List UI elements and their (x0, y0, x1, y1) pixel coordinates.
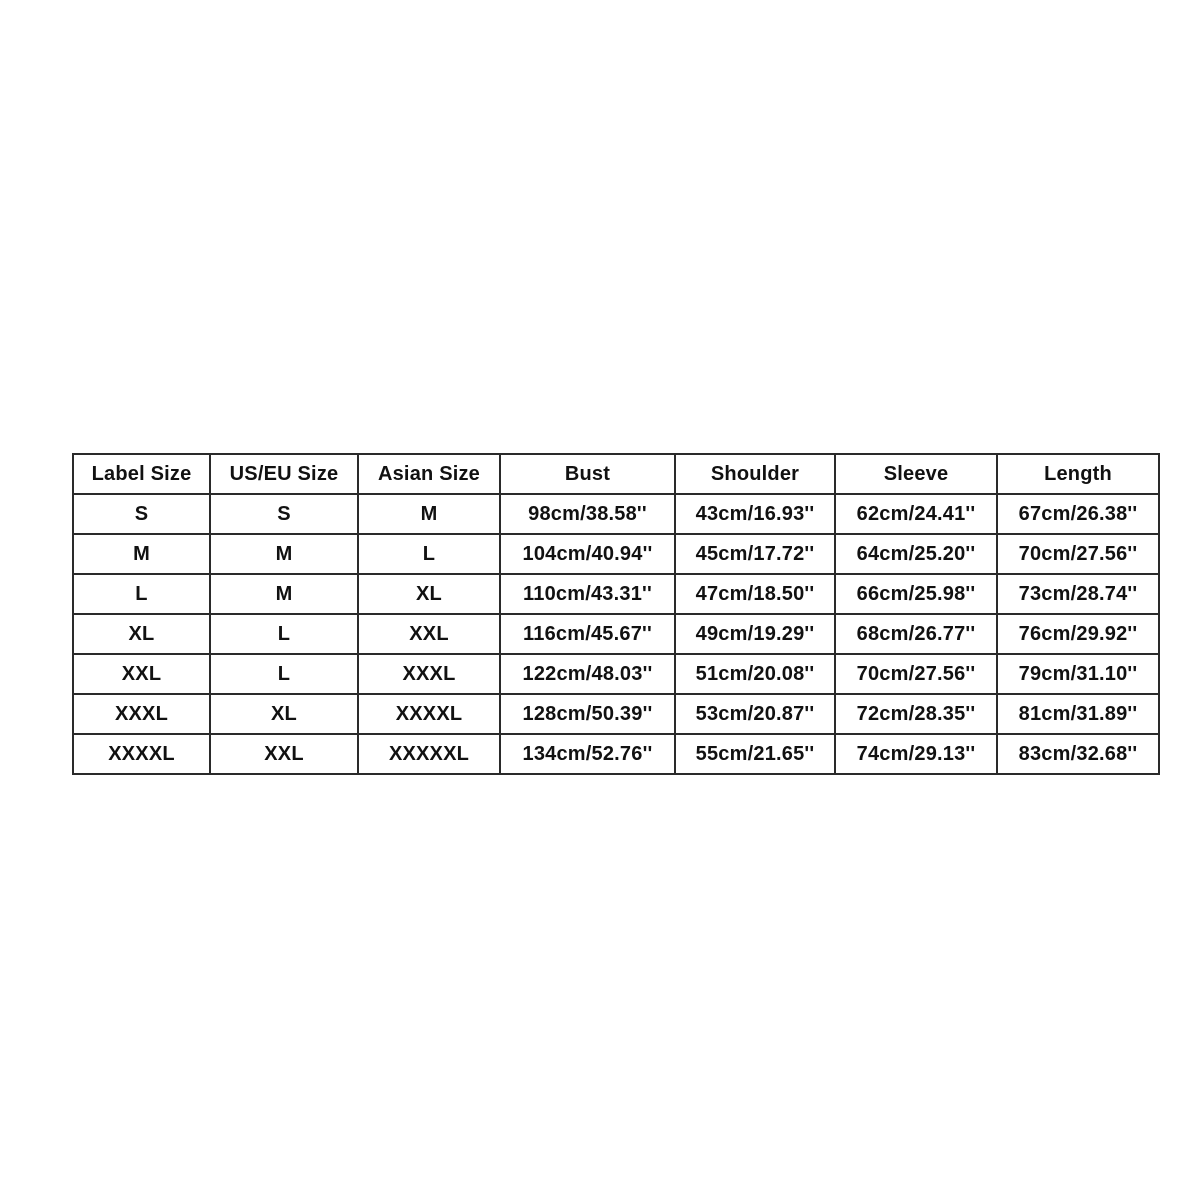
cell-length: 81cm/31.89'' (997, 694, 1159, 734)
cell-length: 76cm/29.92'' (997, 614, 1159, 654)
cell-sleeve: 72cm/28.35'' (835, 694, 997, 734)
cell-bust: 104cm/40.94'' (500, 534, 675, 574)
table-row (73, 734, 1159, 774)
table-row (73, 614, 1159, 654)
cell-label-size: XXXL (73, 694, 210, 734)
cell-sleeve: 66cm/25.98'' (835, 574, 997, 614)
cell-bust: 116cm/45.67'' (500, 614, 675, 654)
header-length: Length (997, 454, 1159, 494)
cell-label-size: S (73, 494, 210, 534)
table-row (73, 574, 1159, 614)
table-row (73, 494, 1159, 534)
header-label-size: Label Size (73, 454, 210, 494)
cell-length: 83cm/32.68'' (997, 734, 1159, 774)
cell-us-eu-size: L (210, 614, 358, 654)
cell-asian-size: L (358, 534, 500, 574)
cell-bust: 134cm/52.76'' (500, 734, 675, 774)
cell-shoulder: 53cm/20.87'' (675, 694, 835, 734)
header-row (73, 454, 1159, 494)
header-bust: Bust (500, 454, 675, 494)
cell-label-size: XXXXL (73, 734, 210, 774)
cell-us-eu-size: M (210, 574, 358, 614)
cell-us-eu-size: XL (210, 694, 358, 734)
cell-bust: 98cm/38.58'' (500, 494, 675, 534)
cell-sleeve: 64cm/25.20'' (835, 534, 997, 574)
cell-asian-size: XXXL (358, 654, 500, 694)
cell-sleeve: 74cm/29.13'' (835, 734, 997, 774)
cell-asian-size: M (358, 494, 500, 534)
cell-asian-size: XXXXL (358, 694, 500, 734)
cell-shoulder: 51cm/20.08'' (675, 654, 835, 694)
cell-sleeve: 68cm/26.77'' (835, 614, 997, 654)
cell-asian-size: XXL (358, 614, 500, 654)
cell-bust: 110cm/43.31'' (500, 574, 675, 614)
cell-length: 70cm/27.56'' (997, 534, 1159, 574)
table-row (73, 534, 1159, 574)
cell-label-size: L (73, 574, 210, 614)
size-chart-table (72, 453, 1160, 775)
cell-label-size: XXL (73, 654, 210, 694)
cell-asian-size: XL (358, 574, 500, 614)
cell-sleeve: 62cm/24.41'' (835, 494, 997, 534)
cell-length: 73cm/28.74'' (997, 574, 1159, 614)
table-row (73, 694, 1159, 734)
header-us-eu-size: US/EU Size (210, 454, 358, 494)
cell-asian-size: XXXXXL (358, 734, 500, 774)
cell-label-size: M (73, 534, 210, 574)
cell-shoulder: 45cm/17.72'' (675, 534, 835, 574)
cell-length: 67cm/26.38'' (997, 494, 1159, 534)
table-row (73, 654, 1159, 694)
cell-length: 79cm/31.10'' (997, 654, 1159, 694)
cell-shoulder: 47cm/18.50'' (675, 574, 835, 614)
header-shoulder: Shoulder (675, 454, 835, 494)
cell-us-eu-size: L (210, 654, 358, 694)
cell-label-size: XL (73, 614, 210, 654)
cell-us-eu-size: XXL (210, 734, 358, 774)
cell-shoulder: 55cm/21.65'' (675, 734, 835, 774)
cell-bust: 122cm/48.03'' (500, 654, 675, 694)
cell-shoulder: 49cm/19.29'' (675, 614, 835, 654)
header-asian-size: Asian Size (358, 454, 500, 494)
cell-sleeve: 70cm/27.56'' (835, 654, 997, 694)
header-sleeve: Sleeve (835, 454, 997, 494)
cell-us-eu-size: M (210, 534, 358, 574)
cell-bust: 128cm/50.39'' (500, 694, 675, 734)
cell-shoulder: 43cm/16.93'' (675, 494, 835, 534)
cell-us-eu-size: S (210, 494, 358, 534)
